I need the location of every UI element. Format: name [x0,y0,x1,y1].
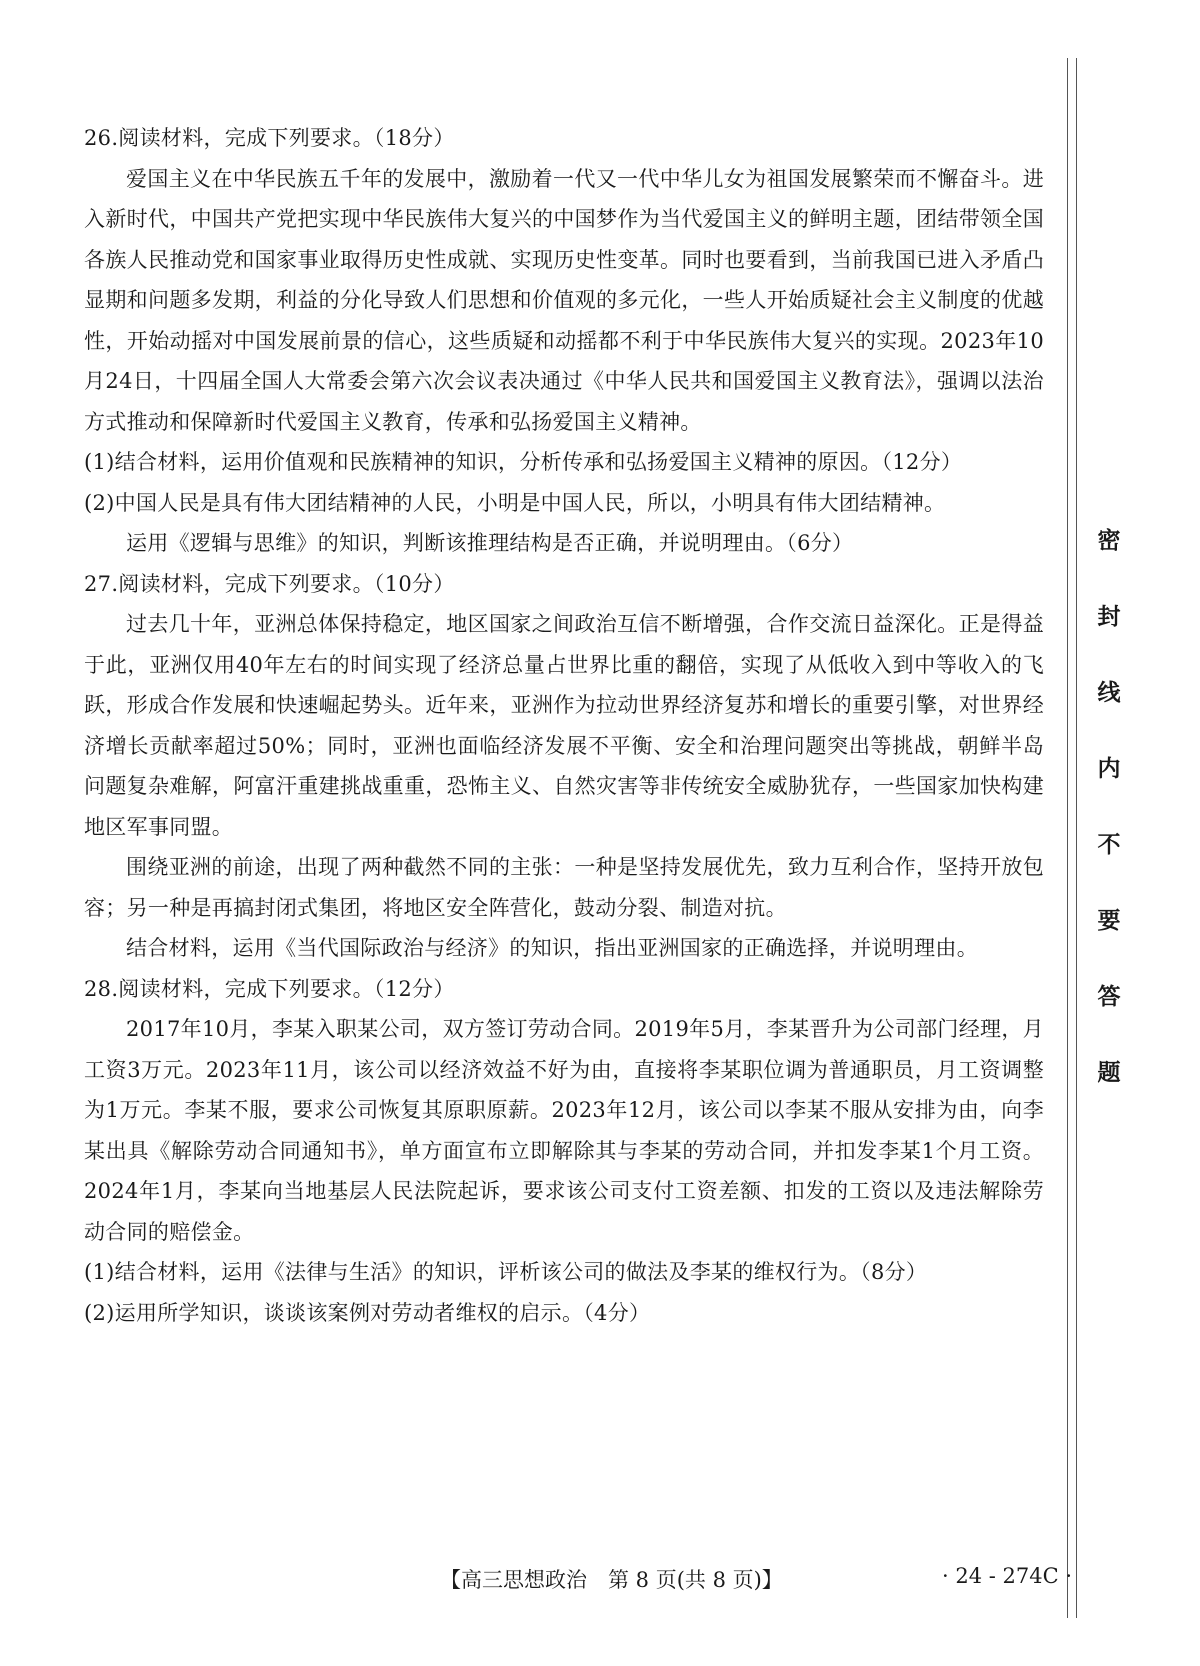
seal-line-left [1067,58,1068,1618]
question-28-sub-2: (2)运用所学知识，谈谈该案例对劳动者维权的启示。（4分） [84,1300,651,1325]
question-27 [84,564,1044,969]
question-28 [84,969,1044,1334]
seal-char: 内 [1097,755,1121,782]
question-26-sub-2-line-1: (2)中国人民是具有伟大团结精神的人民，小明是中国人民，所以，小明具有伟大团结精神。 [84,490,946,515]
question-28-sub-1: (1)结合材料，运用《法律与生活》的知识，评析该公司的做法及李某的维权行为。（8分） [84,1260,928,1284]
seal-char: 题 [1097,1059,1121,1086]
seal-notice [1094,522,1124,1130]
footer-title: 【高三思想政治 第 8 页(共 8 页)】 [440,1568,783,1592]
seal-char: 封 [1097,603,1121,630]
footer-code: · 24 - 274C · [942,1564,1073,1588]
question-27-task: 结合材料，运用《当代国际政治与经济》的知识，指出亚洲国家的正确选择，并说明理由。 [126,936,978,960]
question-27-material-1: 过去几十年，亚洲总体保持稳定，地区国家之间政治互信不断增强，合作交流日益深化。正是得益于此，亚洲仅用40年左右的时间实现了经济总量占世界比重的翻倍，实现了从低收入到中等收入的飞跃，形成合作发展和快速崛起势头。近年来，亚洲作为拉动世界经济复苏和增长的重要引擎，对世界经济增长贡献率超过50%；同时，亚洲也面临经济发展不平衡、安全和治理问题突出等挑战，朝鲜半岛问题复杂难解，阿富汗重建挑战重重，恐怖主义、自然灾害等非传统安全威胁犹存，一些国家加快构建地区军事同盟。 [84,612,1044,839]
question-26-sub-1: (1)结合材料，运用价值观和民族精神的知识，分析传承和弘扬爱国主义精神的原因。（12分） [84,450,963,474]
seal-char: 不 [1097,831,1121,858]
questions-area [84,118,1044,1333]
question-27-heading: 27.阅读材料，完成下列要求。（10分） [84,571,455,596]
seal-line-right [1076,58,1077,1618]
question-26-sub-2 [84,483,1044,524]
question-28-heading: 28.阅读材料，完成下列要求。（12分） [84,976,455,1001]
seal-char: 线 [1097,679,1121,706]
question-26-sub-2-continued: 运用《逻辑与思维》的知识，判断该推理结构是否正确，并说明理由。（6分） [126,531,854,555]
question-26 [84,118,1044,564]
question-26-material: 爱国主义在中华民族五千年的发展中，激励着一代又一代中华儿女为祖国发展繁荣而不懈奋斗。进入新时代，中国共产党把实现中华民族伟大复兴的中国梦作为当代爱国主义的鲜明主题，团结带领全国各族人民推动党和国家事业取得历史性成就、实现历史性变革。同时也要看到，当前我国已进入矛盾凸显期和问题多发期，利益的分化导致人们思想和价值观的多元化，一些人开始质疑社会主义制度的优越性，开始动摇对中国发展前景的信心，这些质疑和动摇都不利于中华民族伟大复兴的实现。2023年10月24日，十四届全国人大常委会第六次会议表决通过《中华人民共和国爱国主义教育法》，强调以法治方式推动和保障新时代爱国主义教育，传承和弘扬爱国主义精神。 [84,166,1044,434]
question-28-material: 2017年10月，李某入职某公司，双方签订劳动合同。2019年5月，李某晋升为公司部门经理，月工资3万元。2023年11月，该公司以经济效益不好为由，直接将李某职位调为普通职员，月工资调整为1万元。李某不服，要求公司恢复其原职原薪。2023年12月，该公司以李某不服从安排为由，向李某出具《解除劳动合同通知书》，单方面宣布立即解除其与李某的劳动合同，并扣发李某1个月工资。2024年1月，李某向当地基层人民法院起诉，要求该公司支付工资差额、扣发的工资以及违法解除劳动合同的赔偿金。 [84,1017,1044,1244]
seal-char: 答 [1097,983,1121,1010]
question-26-heading: 26.阅读材料，完成下列要求。（18分） [84,126,455,150]
seal-char: 要 [1097,907,1121,934]
seal-char: 密 [1097,527,1121,554]
question-27-material-2: 围绕亚洲的前途，出现了两种截然不同的主张：一种是坚持发展优先，致力互利合作，坚持开放包容；另一种是再搞封闭式集团，将地区安全阵营化，鼓动分裂、制造对抗。 [84,855,1044,920]
